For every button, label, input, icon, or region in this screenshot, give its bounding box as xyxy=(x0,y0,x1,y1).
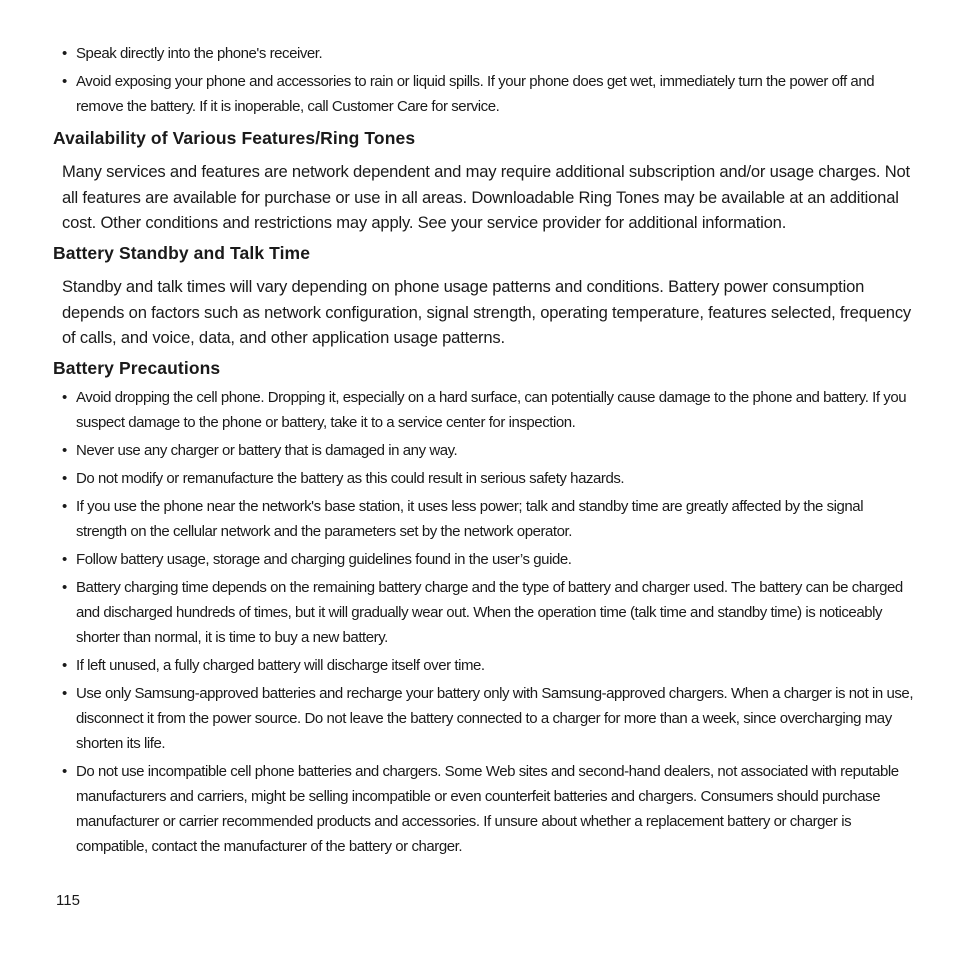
list-item xyxy=(0,466,954,491)
bullet-text: Avoid dropping the cell phone. Dropping it, especially on a hard surface, can potentially cause damage to the phone and battery. If you suspect damage to the phone or battery, take it to a service center for inspection. xyxy=(76,389,907,431)
bullet-text: Never use any charger or battery that is damaged in any way. xyxy=(76,442,458,459)
list-item xyxy=(0,41,954,66)
bullet-icon: • xyxy=(62,389,67,406)
list-item xyxy=(0,494,954,544)
bullet-text: If you use the phone near the network's base station, it uses less power; talk and standby time are greatly affected by the signal strength on the cellular network and the parameters set by the network operator. xyxy=(76,498,864,540)
bullet-text: Avoid exposing your phone and accessories to rain or liquid spills. If your phone does get wet, immediately turn the power off and remove the battery. If it is inoperable, call Customer Care for service. xyxy=(76,73,875,115)
bullet-text: Battery charging time depends on the remaining battery charge and the type of battery and charger used. The battery can be charged and discharged hundreds of times, but it will gradually wear out. When the operation time (talk time and standby time) is noticeably shorter than normal, it is time to buy a new battery. xyxy=(76,579,903,646)
bullet-icon: • xyxy=(62,657,67,674)
bullet-text: Do not use incompatible cell phone batteries and chargers. Some Web sites and second-hand dealers, not associated with reputable manufacturers and carriers, might be selling incompatible or even counterfeit batteries and chargers. Consumers should purchase manufacturer or carrier recommended products and accessories. If unsure about whether a replacement battery or charger is compatible, contact the manufacturer of the battery or charger. xyxy=(76,763,899,855)
bullet-icon: • xyxy=(62,551,67,568)
section-paragraph: Standby and talk times will vary depending on phone usage patterns and conditions. Battery power consumption depends on factors such as network configuration, signal strength, operating temperature, features selected, frequency of calls, and voice, data, and other application usage patterns. xyxy=(62,277,912,347)
section-heading: Availability of Various Features/Ring Tones xyxy=(53,128,416,148)
bullet-text: If left unused, a fully charged battery will discharge itself over time. xyxy=(76,657,485,674)
intro-bullet-list xyxy=(0,41,954,122)
section-heading: Battery Standby and Talk Time xyxy=(53,243,311,263)
bullet-icon: • xyxy=(62,45,67,62)
list-item xyxy=(0,759,954,859)
bullet-icon: • xyxy=(62,470,67,487)
page-number: 115 xyxy=(56,892,80,909)
list-item xyxy=(0,653,954,678)
list-item xyxy=(0,438,954,463)
bullet-icon: • xyxy=(62,763,67,780)
list-item xyxy=(0,69,954,119)
bullet-icon: • xyxy=(62,73,67,90)
bullet-icon: • xyxy=(62,579,67,596)
bullet-icon: • xyxy=(62,685,67,702)
section-heading: Battery Precautions xyxy=(53,358,221,378)
bullet-text: Follow battery usage, storage and charging guidelines found in the user’s guide. xyxy=(76,551,572,568)
bullet-icon: • xyxy=(62,442,67,459)
bullet-text: Do not modify or remanufacture the battery as this could result in serious safety hazards. xyxy=(76,470,625,487)
list-item xyxy=(0,547,954,572)
section-paragraph: Many services and features are network dependent and may require additional subscription and/or usage charges. Not all features are available for purchase or use in all areas. Downloadable Ring Tones may be available at an additional cost. Other conditions and restrictions may apply. See your service provider for additional information. xyxy=(62,162,910,232)
bullet-text: Use only Samsung-approved batteries and recharge your battery only with Samsung-approved chargers. When a charger is not in use, disconnect it from the power source. Do not leave the battery connected to a charger for more than a week, since overcharging may shorten its life. xyxy=(76,685,914,752)
list-item xyxy=(0,385,954,435)
bullet-icon: • xyxy=(62,498,67,515)
precautions-bullet-list xyxy=(0,385,954,862)
list-item xyxy=(0,575,954,650)
bullet-text: Speak directly into the phone's receiver. xyxy=(76,45,323,62)
list-item xyxy=(0,681,954,756)
